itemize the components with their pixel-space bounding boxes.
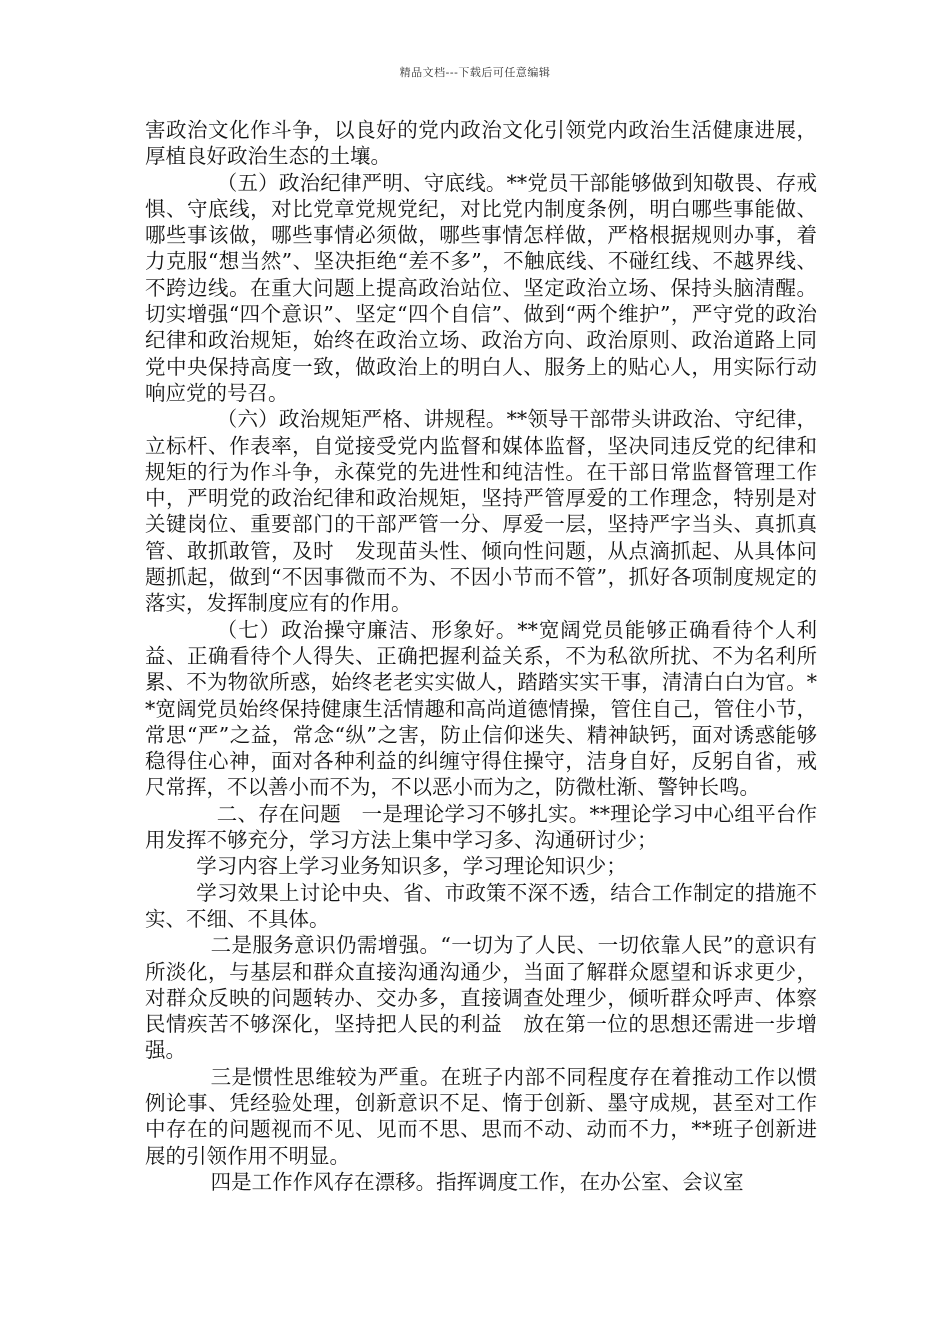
paragraph-section-6: （六）政治规矩严格、讲规程。**领导干部带头讲政治、守纪律，立标杆、作表率，自觉接受党内监督和媒体监督，坚决同违反党的纪律和规矩的行为作斗争，永葆党的先进性和纯洁性。在干部日常监督管理工作中，严明党的政治纪律和政治规矩，坚持严管厚爱的工作理念，特别是对关键岗位、重要部门的干部严管一分、厚爱一层，坚持严字当头、真抓真管、敢抓敢管，及时 发现苗头性、倾向性问题，从点滴抓起、从具体问题抓起，做到“不因事微而不为、不因小节而不管”，抓好各项制度规定的落实，发挥制度应有的作用。: [145, 407, 817, 616]
document-body: [145, 117, 817, 1195]
paragraph-work-style: 四是工作作风存在漂移。指挥调度工作，在办公室、会议室: [210, 1169, 744, 1194]
paragraph-study-content: 学习内容上学习业务知识多，学习理论知识少；: [196, 854, 627, 879]
paragraph-section-5: （五）政治纪律严明、守底线。**党员干部能够做到知敬畏、存戒惧、守底线，对比党章党规党纪，对比党内制度条例，明白哪些事能做、哪些事该做，哪些事情必须做，哪些事情怎样做，严格根据规则办事，着力克服“想当然”、坚决拒绝“差不多”，不触底线、不碰红线、不越界线、不跨边线。在重大问题上提高政治站位、坚定政治立场、保持头脑清醒。切实增强“四个意识”、坚定“四个自信”、做到“两个维护”，严守党的政治纪律和政治规矩，始终在政治立场、政治方向、政治原则、政治道路上同党中央保持高度一致，做政治上的明白人、服务上的贴心人，用实际行动响应党的号召。: [145, 170, 817, 405]
paragraph-problems-intro: 二、存在问题 一是理论学习不够扎实。**理论学习中心组平台作用发挥不够充分，学习方法上集中学习多、沟通研讨少；: [145, 801, 817, 853]
page-header: 精品文档---下载后可任意编辑: [399, 66, 551, 79]
paragraph-inertial-thinking: 三是惯性思维较为严重。在班子内部不同程度存在着推动工作以惯例论事、凭经验处理，创新意识不足、惰于创新、墨守成规，甚至对工作中存在的问题视而不见、见而不思、思而不动、动而不力，**班子创新进展的引领作用不明显。: [145, 1064, 817, 1168]
paragraph-study-effect: 学习效果上讨论中央、省、市政策不深不透，结合工作制定的措施不实、不细、不具体。: [145, 880, 817, 931]
paragraph-continuation: 害政治文化作斗争，以良好的党内政治文化引领党内政治生活健康进展，厚植良好政治生态的土壤。: [145, 118, 817, 169]
paragraph-service-awareness: 二是服务意识仍需增强。“一切为了人民、一切依靠人民”的意识有所淡化，与基层和群众直接沟通沟通少，当面了解群众愿望和诉求更少，对群众反映的问题转办、交办多，直接调查处理少，倾听群众呼声、体察民情疾苦不够深化，坚持把人民的利益 放在第一位的思想还需进一步增强。: [145, 933, 817, 1063]
paragraph-section-7: （七）政治操守廉洁、形象好。**宽阔党员能够正确看待个人利益、正确看待个人得失、正确把握利益关系，不为私欲所扰、不为名利所累、不为物欲所惑，始终老老实实做人，踏踏实实干事，清清白白为官。**宽阔党员始终保持健康生活情趣和高尚道德情操，管住自己，管住小节，常思“严”之益，常念“纵”之害，防止信仰迷失、精神缺钙，面对诱惑能够稳得住心神，面对各种利益的纠缠守得住操守，洁身自好，反躬自省，戒尺常挥，不以善小而不为，不以恶小而为之，防微杜渐、警钟长鸣。: [145, 617, 817, 800]
